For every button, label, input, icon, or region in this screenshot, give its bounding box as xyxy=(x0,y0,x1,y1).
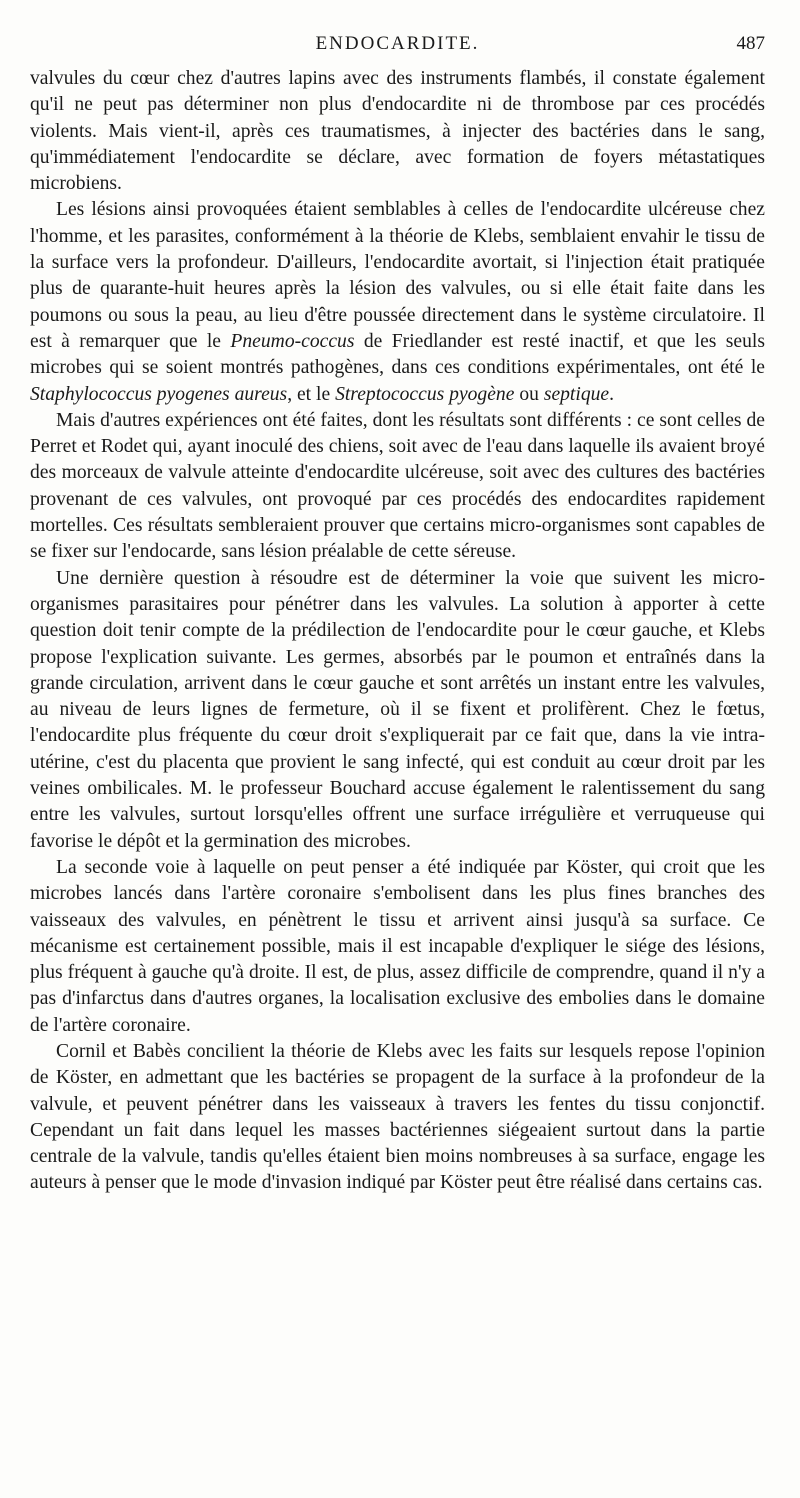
running-title: ENDOCARDITE. xyxy=(315,33,480,54)
paragraph xyxy=(30,197,765,407)
text-run: ou xyxy=(514,383,544,405)
text-run: , et le xyxy=(287,383,336,405)
text-run: Cornil et Babès concilient la théorie de Klebs avec les faits sur lesquels repose l'opinion de Köster, en admettant que les bactéries se propagent de la surface à la profondeur de la valvule, et peuvent pénétrer dans les vaisseaux à travers les fentes du tissu conjonctif. Cependant un fait dans lequel les masses bactériennes siégeaient surtout dans la partie centrale de la valvule, tandis qu'elles étaient bien moins nombreuses à sa surface, engage les auteurs à penser que le mode d'invasion indiqué par Köster peut être réalisé dans certains cas. xyxy=(30,1040,765,1194)
paragraph xyxy=(30,1039,765,1197)
text-run: Les lésions ainsi provoquées étaient semblables à celles de l'endocardite ulcéreuse chez l'homme, et les parasites, conformément à la théorie de Klebs, semblaient envahir le tissu de la surface vers la profondeur. D'ailleurs, l'endocardite avortait, si l'injection était pratiquée plus de quarante-huit heures après la lésion des valvules, ou si elle était faite dans les poumons ou sous la peau, au lieu d'être poussée directement dans le système circulatoire. Il est à remarquer que le xyxy=(30,199,765,352)
paragraph xyxy=(30,66,765,197)
italic-term: Pneumo-coccus xyxy=(230,330,355,352)
body-text xyxy=(30,66,765,1197)
running-head xyxy=(30,32,765,56)
italic-term: Streptococcus pyogène xyxy=(335,383,515,405)
paragraph xyxy=(30,855,765,1039)
text-run: valvules du cœur chez d'autres lapins avec des instruments flambés, il constate également qu'il ne peut pas déterminer non plus d'endocardite ni de thrombose par ces procédés violents. Mais vient-il, après ces traumatismes, à injecter des bactéries dans le sang, qu'immédiatement l'endocardite se déclare, avec formation de foyers métastatiques microbiens. xyxy=(30,68,765,195)
text-run: Mais d'autres expériences ont été faites, dont les résultats sont différents : ce sont celles de Perret et Rodet qui, ayant inoculé des chiens, soit avec de l'eau dans laquelle ils avaient broyé des morceaux de valvule atteinte d'endocardite ulcéreuse, soit avec des cultures des bactéries provenant de ces valvules, ont provoqué par ces procédés des endocardites rapidement mortelles. Ces résultats sembleraient prouver que certains micro-organismes sont capables de se fixer sur l'endocarde, sans lésion préalable de cette séreuse. xyxy=(30,409,765,563)
text-run: La seconde voie à laquelle on peut penser a été indiquée par Köster, qui croit que les microbes lancés dans l'artère coronaire s'embolisent dans les plus fines branches des vaisseaux des valvules, en pénètrent le tissu et arrivent ainsi jusqu'à sa surface. Ce mécanisme est certainement possible, mais il est incapable d'expliquer le siége des lésions, plus fréquent à gauche qu'à droite. Il est, de plus, assez difficile de comprendre, quand il n'y a pas d'infarctus dans d'autres organes, la localisation exclusive des embolies dans le domaine de l'artère coronaire. xyxy=(30,856,765,1036)
paragraph xyxy=(30,408,765,566)
paragraph xyxy=(30,566,765,855)
italic-term: septique xyxy=(543,383,610,405)
italic-term: Staphylococcus pyogenes aureus xyxy=(30,383,288,405)
page-number: 487 xyxy=(736,33,765,54)
text-run: Une dernière question à résoudre est de déterminer la voie que suivent les micro-organismes parasitaires pour pénétrer dans les valvules. La solution à apporter à cette question doit tenir compte de la prédilection de l'endocardite pour le cœur gauche, et Klebs propose l'explication suivante. Les germes, absorbés par le poumon et entraînés dans la grande circulation, arrivent dans le cœur gauche et sont arrêtés un instant entre les valvules, au niveau de leurs lignes de fermeture, où il se fixent et prolifèrent. Chez le fœtus, l'endocardite plus fréquente du cœur droit s'expliquerait par ce fait que, dans la vie intra-utérine, c'est du placenta que provient le sang infecté, qui est conduit au cœur droit par les veines ombilicales. M. le professeur Bouchard accuse également le ralentissement du sang entre les valvules, surtout lorsqu'elles offrent une surface irrégulière et verruqueuse qui favorise le dépôt et la germination des microbes. xyxy=(30,567,765,852)
text-run: . xyxy=(609,383,615,405)
text-run: de Friedlander est resté inactif, et que les seuls microbes qui se soient montrés pathogènes, dans ces conditions expérimentales, ont été le xyxy=(30,330,765,379)
